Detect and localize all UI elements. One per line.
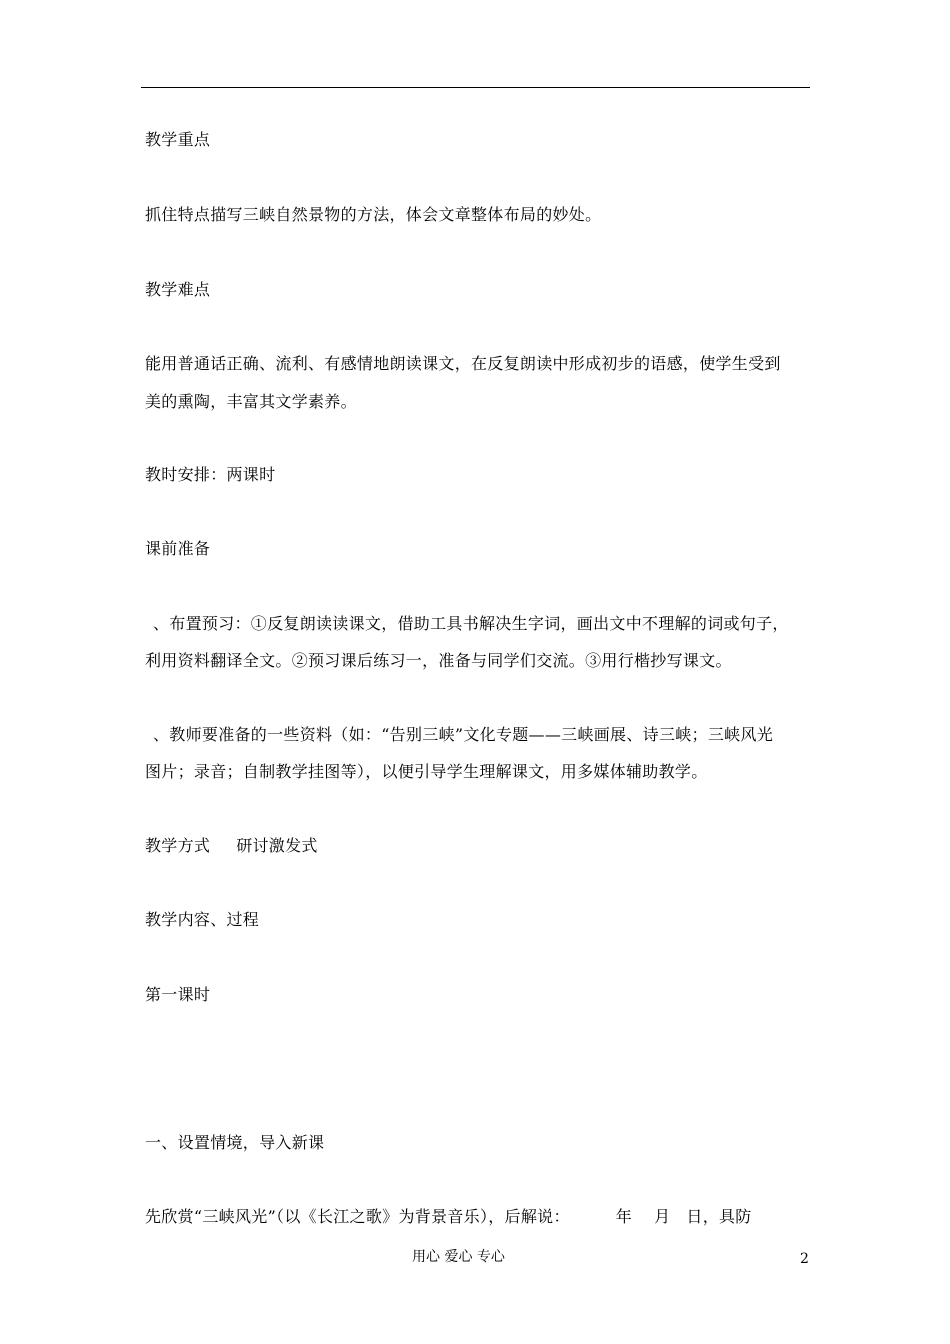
method-label: 教学方式 <box>145 836 211 855</box>
footer-motto: 用心 爱心 专心 <box>412 1249 505 1265</box>
page-number: 2 <box>800 1251 809 1267</box>
section1-day-continued: 日，具防 <box>686 1207 752 1226</box>
section1-text <box>145 1207 752 1227</box>
section1-month: 月 <box>654 1207 671 1226</box>
preparation-heading: 课前准备 <box>145 539 211 558</box>
prep-item1-line2: 利用资料翻译全文。②预习课后练习一，准备与同学们交流。③用行楷抄写课文。 <box>145 651 732 670</box>
prep-item2-line2: 图片；录音；自制教学挂图等），以便引导学生理解课文，用多媒体辅助教学。 <box>145 762 708 781</box>
header-rule <box>141 87 810 88</box>
difficulties-text-line1: 能用普通话正确、流利、有感情地朗读课文，在反复朗读中形成初步的语感，使学生受到 <box>145 354 781 373</box>
difficulties-text-line2: 美的熏陶，丰富其文学素养。 <box>145 392 357 411</box>
content-heading: 教学内容、过程 <box>145 910 260 929</box>
first-lesson-heading: 第一课时 <box>145 985 211 1004</box>
schedule-line: 教时安排：两课时 <box>145 465 276 484</box>
method-value: 研讨激发式 <box>236 836 318 855</box>
method-line <box>145 836 318 856</box>
difficulties-heading: 教学难点 <box>145 280 211 299</box>
section1-heading: 一、设置情境，导入新课 <box>145 1133 325 1152</box>
prep-item1-line1: 、布置预习：①反复朗读读课文，借助工具书解决生字词，画出文中不理解的词或句子， <box>153 614 789 633</box>
section1-year: 年 <box>615 1207 633 1226</box>
key-points-heading: 教学重点 <box>145 130 211 149</box>
prep-item2-line1: 、教师要准备的一些资料（如：“告别三峡”文化专题——三峡画展、诗三峡；三峡风光 <box>153 725 774 744</box>
section1-text-intro: 先欣赏“三峡风光”（以《长江之歌》为背景音乐），后解说： <box>145 1207 570 1226</box>
key-points-text: 抓住特点描写三峡自然景物的方法，体会文章整体布局的妙处。 <box>145 205 602 224</box>
